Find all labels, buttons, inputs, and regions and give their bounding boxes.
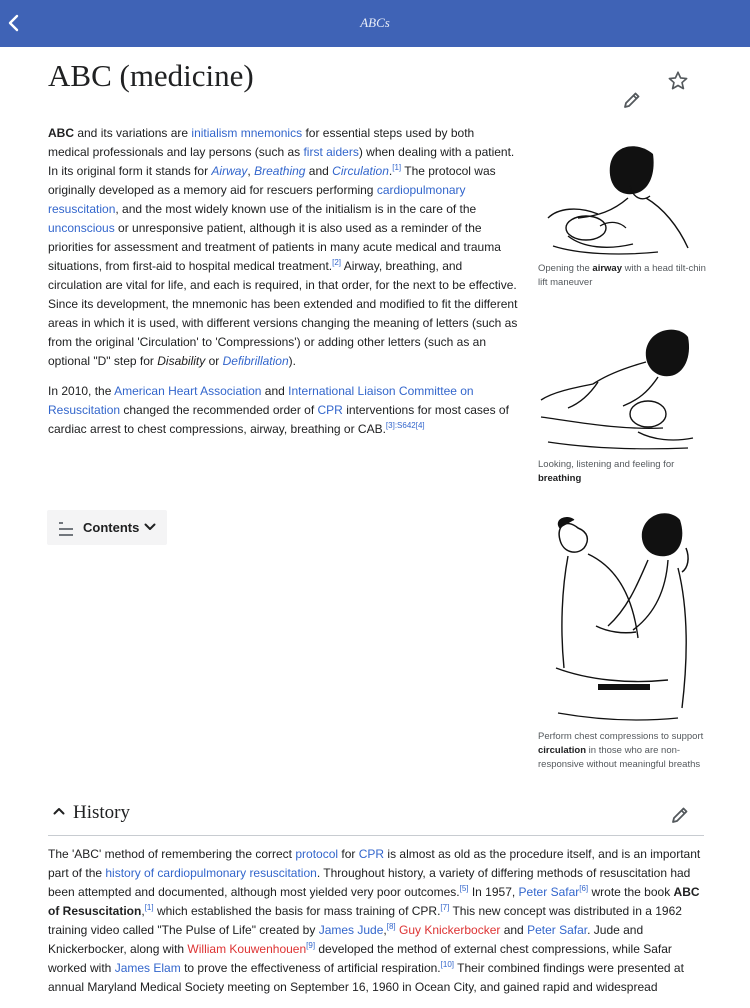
italic-term: Disability	[157, 354, 206, 368]
contents-label: Contents	[83, 520, 140, 535]
text: This new concept was distributed in a 1962 training video called "The Pulse of Life" created by	[48, 904, 682, 937]
intro-text	[48, 124, 518, 450]
text: The protocol was originally developed as a memory aid for rescuers performing	[48, 164, 496, 197]
text: ).	[288, 354, 296, 368]
link-defibrillation[interactable]: Defibrillation	[222, 354, 289, 368]
chevron-down-icon	[144, 522, 156, 532]
text: wrote the book	[588, 885, 674, 899]
link-initialism-mnemonics[interactable]: initialism mnemonics	[191, 126, 303, 140]
link-airway[interactable]: Airway	[211, 164, 248, 178]
citation-ref[interactable]: [1]	[392, 163, 402, 172]
text: . Jude and Knickerbocker, along with	[48, 923, 644, 956]
figure-caption	[538, 262, 718, 290]
history-paragraph-1	[48, 845, 703, 997]
citation-ref[interactable]: [9]	[306, 941, 316, 950]
text: ,	[383, 923, 387, 937]
text: which established the basis for mass training of CPR.	[153, 904, 441, 918]
edit-page-button[interactable]	[622, 90, 646, 114]
text: ,	[141, 904, 145, 918]
citation-ref[interactable]: [3]:S642[4]	[385, 421, 425, 430]
text: , and the most widely known use of the initialism is in the care of the	[115, 202, 477, 216]
link-first-aiders[interactable]: first aiders	[303, 145, 359, 159]
watch-star-button[interactable]	[667, 70, 693, 96]
text: and its variations are	[74, 126, 192, 140]
text: Their combined findings were presented at annual Maryland Medical Society meeting on September 16, 1960 in Ocean City, and gained rapid and widespread	[48, 961, 684, 994]
figure-airway	[538, 136, 718, 290]
text: changed the recommended order of	[120, 403, 318, 417]
caption-bold: circulation	[538, 745, 587, 756]
citation-ref[interactable]: [6]	[579, 884, 589, 893]
intro-paragraph-1	[48, 124, 518, 371]
pencil-icon	[670, 805, 690, 825]
breathing-illustration[interactable]	[538, 322, 698, 454]
text: for essential steps used by both medical professionals and lay persons (such as	[48, 126, 475, 159]
figure-caption	[538, 730, 718, 772]
text: developed the method of external chest compressions, while Safar worked with	[48, 942, 672, 975]
star-icon	[667, 70, 689, 92]
citation-ref[interactable]: [2]	[332, 258, 342, 267]
text: In 2010, the	[48, 384, 115, 398]
link-ilcor[interactable]: International Liaison Committee on Resuscitation	[48, 384, 474, 417]
text: . Throughout history, a variety of differing methods of resuscitation had been attempted and documented, although most yielded very poor outcomes.	[48, 866, 691, 899]
bold-term: ABC	[48, 126, 74, 140]
citation-ref[interactable]: [5]	[459, 884, 469, 893]
link-james-jude[interactable]: James Jude	[318, 923, 384, 937]
table-of-contents-icon	[59, 522, 75, 536]
link-peter-safar[interactable]: Peter Safar	[527, 923, 588, 937]
text: or	[205, 354, 223, 368]
link-protocol[interactable]: protocol	[295, 847, 339, 861]
history-text	[48, 845, 703, 1008]
link-william-kouwenhouen[interactable]: William Kouwenhouen	[187, 942, 307, 956]
citation-ref[interactable]: [1]	[144, 903, 154, 912]
figure-circulation	[538, 508, 718, 772]
contents-button[interactable]	[47, 510, 167, 545]
caption-bold: breathing	[538, 473, 582, 484]
text: and	[305, 164, 333, 178]
link-cpr[interactable]: cardiopulmonary resuscitation	[48, 183, 466, 216]
history-collapse-toggle[interactable]	[48, 799, 248, 829]
text: Airway, breathing, and circulation are vital for life, and each is required, in that order, for the next to be effective. Since its development, the mnemonic has been extended and modified to fit the different areas in which it is used, with different versions changing the meaning of letters (such as from the original 'Circulation' to 'Compressions') or adding other letters (such as an optional "D" step for	[48, 259, 518, 368]
text: .	[388, 164, 393, 178]
link-cpr[interactable]: CPR	[317, 403, 343, 417]
link-circulation[interactable]: Circulation	[332, 164, 389, 178]
text: interventions for most cases of cardiac arrest to chest compressions, airway, breathing or CAB.	[48, 403, 509, 436]
caption-text: Looking, listening and feeling for	[538, 459, 675, 470]
intro-paragraph-2	[48, 382, 518, 439]
figure-breathing	[538, 322, 718, 486]
bold-book-title: ABC of Resuscitation	[48, 885, 700, 918]
text: to prove the effectiveness of artificial respiration.	[180, 961, 441, 975]
figure-caption	[538, 458, 718, 486]
text: ,	[247, 164, 255, 178]
header-title: ABCs	[360, 15, 390, 30]
caption-text: Opening the	[538, 263, 593, 274]
link-peter-safar[interactable]: Peter Safar	[518, 885, 580, 899]
airway-illustration[interactable]	[538, 136, 698, 258]
text: The 'ABC' method of remembering the correct	[48, 847, 296, 861]
text: is almost as old as the procedure itself, and is an important part of the	[48, 847, 701, 880]
citation-ref[interactable]: [8]	[386, 922, 396, 931]
text: ) when dealing with a patient. In its original form it stands for	[48, 145, 515, 178]
text: In 1957,	[468, 885, 519, 899]
history-heading: History	[73, 802, 130, 823]
pencil-icon	[622, 90, 642, 110]
top-bar	[0, 0, 750, 47]
text: and	[500, 923, 528, 937]
citation-ref[interactable]: [10]	[440, 960, 454, 969]
text: and	[261, 384, 289, 398]
history-section-header	[48, 799, 704, 836]
link-james-elam[interactable]: James Elam	[114, 961, 181, 975]
caption-bold: airway	[592, 263, 622, 274]
link-guy-knickerbocker[interactable]: Guy Knickerbocker	[398, 923, 501, 937]
text: for	[338, 847, 359, 861]
circulation-illustration[interactable]	[538, 508, 698, 726]
link-breathing[interactable]: Breathing	[254, 164, 306, 178]
link-history-of-cpr[interactable]: history of cardiopulmonary resuscitation	[105, 866, 317, 880]
text: or unresponsive patient, although it is also used as a reminder of the priorities for assessment and treatment of patients in many acute medical and trauma situations, from first-aid to hospital medical treatment.	[48, 221, 501, 273]
link-american-heart-association[interactable]: American Heart Association	[114, 384, 262, 398]
caption-text: Perform chest compressions to support	[538, 731, 704, 742]
page-title: ABC (medicine)	[48, 58, 254, 93]
edit-history-button[interactable]	[670, 805, 694, 829]
link-cpr[interactable]: CPR	[358, 847, 385, 861]
chevron-up-icon	[53, 806, 65, 816]
caption-text: in those who are non-responsive without meaningful breaths	[538, 745, 701, 770]
caption-text: with a head tilt-chin lift maneuver	[538, 263, 706, 288]
citation-ref[interactable]: [7]	[440, 903, 450, 912]
link-unconscious[interactable]: unconscious	[48, 221, 115, 235]
